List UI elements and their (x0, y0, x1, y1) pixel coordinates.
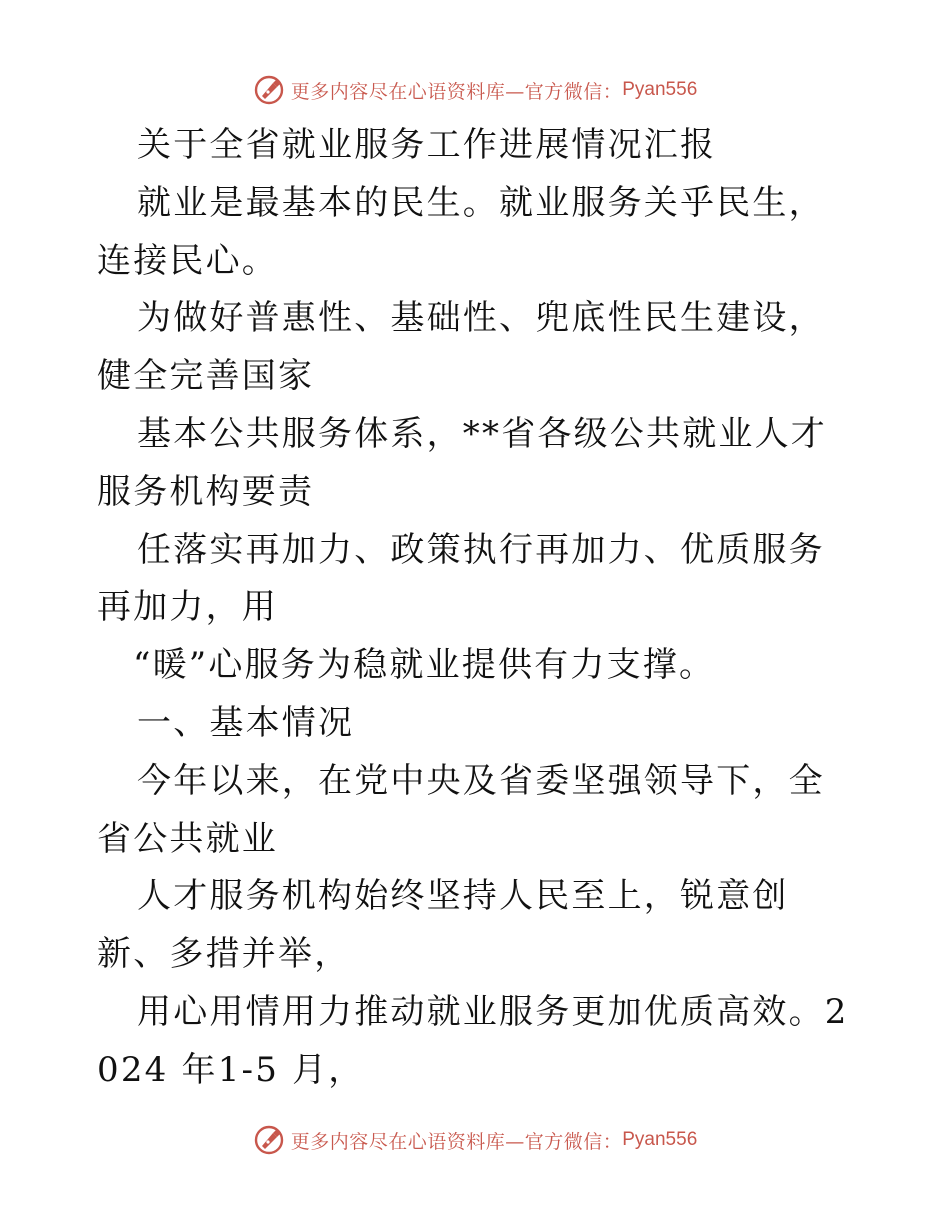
paragraph: 为做好普惠性、基础性、兜底性民生建设，健全完善国家 (97, 298, 825, 397)
paragraph: 用心用情用力推动就业服务更加优质高效。2024 年1-5 月， (97, 991, 849, 1090)
document-body (97, 117, 857, 1100)
document-title: 关于全省就业服务工作进展情况汇报 (137, 125, 717, 165)
header-banner (0, 70, 950, 110)
pen-nib-logo-icon (253, 1124, 285, 1156)
banner-account: Pyan556 (622, 1129, 698, 1150)
paragraph: 就业是最基本的民生。就业服务关乎民生，连接民心。 (97, 182, 825, 281)
section-heading: 一、基本情况 (137, 702, 355, 743)
banner-text: 更多内容尽在心语资料库—官方微信： (290, 80, 623, 103)
banner-account: Pyan556 (622, 79, 698, 100)
footer-banner (0, 1120, 950, 1160)
paragraph: 人才服务机构始终坚持人民至上，锐意创新、多措并举， (97, 876, 789, 975)
pen-nib-logo-icon (253, 74, 285, 106)
paragraph: “暖”心服务为稳就业提供有力支撑。 (133, 645, 716, 686)
paragraph: 任落实再加力、政策执行再加力、优质服务再加力，用 (97, 529, 825, 628)
paragraph: 基本公共服务体系，**省各级公共就业人才服务机构要责 (97, 413, 827, 512)
banner-text: 更多内容尽在心语资料库—官方微信： (290, 1130, 623, 1153)
paragraph: 今年以来，在党中央及省委坚强领导下，全省公共就业 (97, 760, 825, 859)
